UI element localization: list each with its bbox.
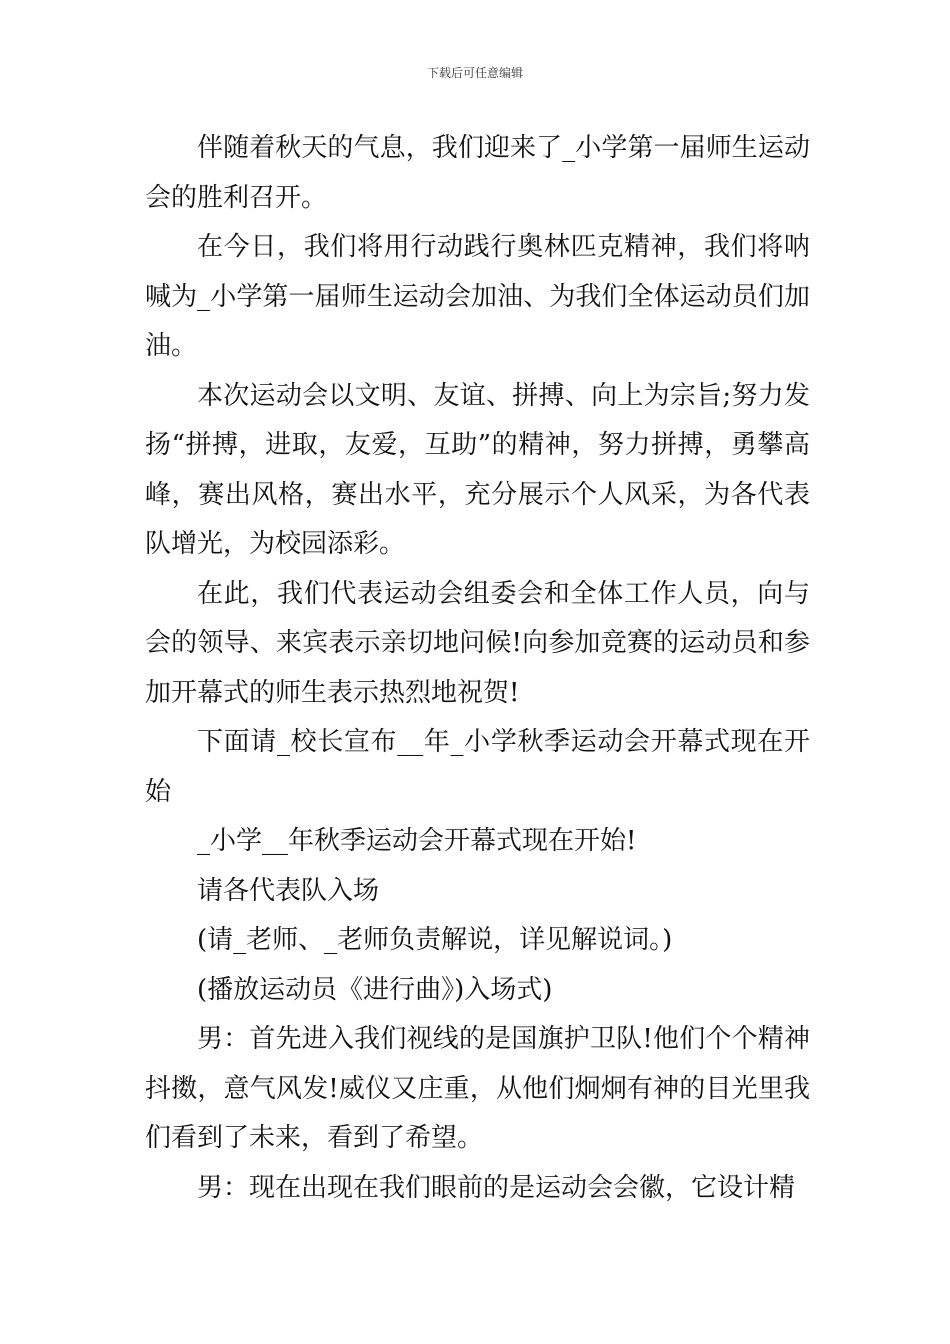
paragraph-purpose: 本次运动会以文明、友谊、拼搏、向上为宗旨;努力发扬“拼搏，进取，友爱，互助”的精神，努力拼搏，勇攀高峰，赛出风格，赛出水平，充分展示个人风采，为各代表队增光，为校园添彩。 [145,380,810,559]
paragraph-olympic-spirit: 在今日，我们将用行动践行奥林匹克精神，我们将呐喊为_小学第一届师生运动会加油、为我们全体运动员们加油。 [145,232,810,361]
paragraph-commentary-note: (请_老师、_老师负责解说，详见解说词。) [197,925,673,955]
paragraph-greetings: 在此，我们代表运动会组委会和全体工作人员，向与会的领导、来宾表示亲切地问候!向参加竞赛的运动员和参加开幕式的师生表示热烈地祝贺! [145,578,810,708]
paragraph-opening: 伴随着秋天的气息，我们迎来了_小学第一届师生运动会的胜利召开。 [145,133,810,213]
paragraph-music-note: (播放运动员《进行曲》)入场式) [197,974,553,1005]
paragraph-opening-declaration: _小学__年秋季运动会开幕式现在开始! [197,826,637,856]
document-body [145,124,810,1213]
paragraph-teams-enter: 请各代表队入场 [197,875,380,906]
paragraph-principal-announcement: 下面请_校长宣布__年_小学秋季运动会开幕式现在开始 [145,727,810,807]
paragraph-emblem: 男：现在出现在我们眼前的是运动会会徽，它设计精 [197,1172,796,1203]
paragraph-flag-guard: 男：首先进入我们视线的是国旗护卫队!他们个个精神抖擞，意气风发!威仪又庄重，从他们炯炯有神的目光里我们看到了未来，看到了希望。 [145,1024,810,1153]
page-header-note: 下载后可任意编辑 [426,66,523,80]
